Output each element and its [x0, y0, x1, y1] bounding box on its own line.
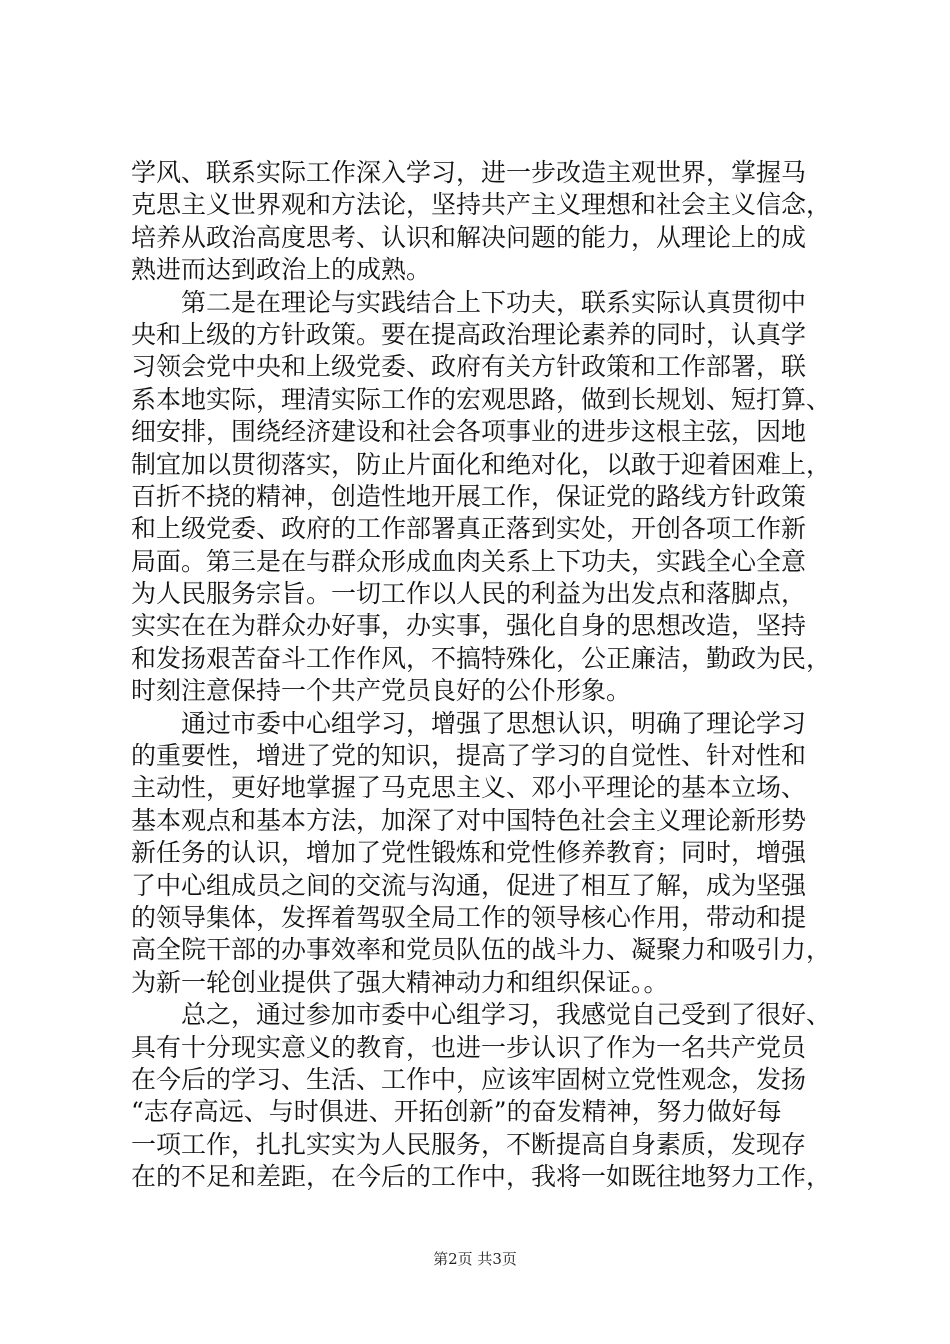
text-line: 培养从政治高度思考、认识和解决问题的能力，从理论上的成	[131, 222, 807, 252]
text-line: 主动性，更好地掌握了马克思主义、邓小平理论的基本立场、	[131, 773, 807, 803]
text-line: 习领会党中央和上级党委、政府有关方针政策和工作部署，联	[131, 352, 807, 382]
text-line: 实实在在为群众办好事，办实事，强化自身的思想改造，坚持	[131, 611, 807, 641]
text-line: “志存高远、与时俱进、开拓创新”的奋发精神，努力做好每	[131, 1097, 782, 1127]
text-line: 的领导集体，发挥着驾驭全局工作的领导核心作用，带动和提	[131, 902, 807, 932]
text-line: 具有十分现实意义的教育，也进一步认识了作为一名共产党员	[131, 1032, 807, 1062]
text-line: 在的不足和差距，在今后的工作中，我将一如既往地努力工作，	[131, 1162, 832, 1192]
text-line: 高全院干部的办事效率和党员队伍的战斗力、凝聚力和吸引力，	[131, 935, 832, 965]
text-line: 的重要性，增进了党的知识，提高了学习的自觉性、针对性和	[131, 741, 807, 771]
text-line: 制宜加以贯彻落实，防止片面化和绝对化，以敢于迎着困难上，	[131, 449, 832, 479]
text-line: 新任务的认识，增加了党性锻炼和党性修养教育；同时，增强	[131, 838, 807, 868]
text-line: 细安排，围绕经济建设和社会各项事业的进步这根主弦，因地	[131, 417, 807, 447]
text-line: 时刻注意保持一个共产党员良好的公仆形象。	[131, 676, 632, 706]
text-line: 熟进而达到政治上的成熟。	[131, 255, 432, 285]
text-line: 了中心组成员之间的交流与沟通，促进了相互了解，成为坚强	[131, 870, 807, 900]
document-body	[131, 157, 831, 1194]
text-line: 为人民服务宗旨。一切工作以人民的利益为出发点和落脚点，	[131, 579, 807, 609]
text-line: 局面。第三是在与群众形成血肉关系上下功夫，实践全心全意	[131, 546, 807, 576]
text-line: 总之，通过参加市委中心组学习，我感觉自己受到了很好、	[131, 1000, 832, 1030]
text-line: 和上级党委、政府的工作部署真正落到实处，开创各项工作新	[131, 514, 807, 544]
text-line: 学风、联系实际工作深入学习，进一步改造主观世界，掌握马	[131, 158, 807, 187]
text-line: 和发扬艰苦奋斗工作作风，不搞特殊化，公正廉洁，勤政为民，	[131, 643, 832, 673]
text-line: 克思主义世界观和方法论，坚持共产主义理想和社会主义信念，	[131, 190, 832, 220]
text-line: 通过市委中心组学习，增强了思想认识，明确了理论学习	[131, 708, 807, 738]
text-line: 系本地实际，理清实际工作的宏观思路，做到长规划、短打算、	[131, 384, 832, 414]
text-line: 百折不挠的精神，创造性地开展工作，保证党的路线方针政策	[131, 481, 807, 511]
text-line: 为新一轮创业提供了强大精神动力和组织保证。。	[131, 967, 669, 997]
text-line: 第二是在理论与实践结合上下功夫，联系实际认真贯彻中	[131, 287, 807, 317]
text-line: 基本观点和基本方法，加深了对中国特色社会主义理论新形势	[131, 805, 807, 835]
text-line: 央和上级的方针政策。要在提高政治理论素养的同时，认真学	[131, 319, 807, 349]
text-line: 在今后的学习、生活、工作中，应该牢固树立党性观念，发扬	[131, 1064, 807, 1094]
page-footer: 第2页 共3页	[433, 1250, 517, 1268]
text-line: 一项工作，扎扎实实为人民服务，不断提高自身素质，发现存	[131, 1129, 807, 1159]
